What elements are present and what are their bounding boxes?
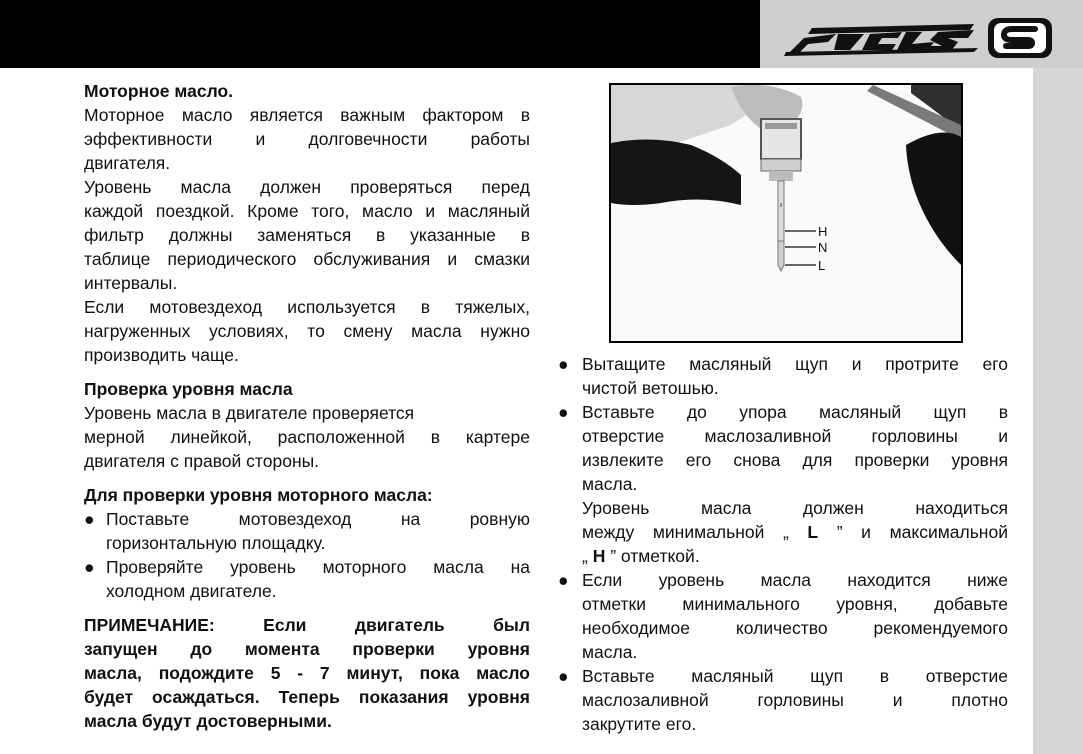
note-line: будет осаждаться. Теперь показания уровня [84,687,530,707]
bullet-icon: ● [84,557,95,577]
dipstick-photo [609,83,963,343]
stels-logo [778,14,1060,62]
list-item [84,555,530,603]
procedure-item-line: горизонтальную площадку. [106,533,326,553]
procedure-title: Для проверки уровня моторного масла: [84,485,433,505]
instruction-line: отметки минимального уровня, добавьте [582,594,1008,614]
instruction-line: необходимое количество рекомендуемого [582,618,1008,638]
marker-l: L [818,258,826,273]
motor-oil-text-line: эффективности и долговечности работы [84,129,530,149]
stels-wordmark [784,24,978,56]
dipstick-illustration [611,85,961,341]
motor-oil-text-line: таблице периодического обслуживания и смазки [84,249,530,269]
procedure-item-line: Проверяйте уровень моторного масла на [106,557,530,577]
instruction-line: Уровень масла должен находиться [582,498,1008,518]
bullet-icon: ● [84,509,95,529]
instruction-line: Вставьте до упора масляный щуп в [582,402,1008,422]
list-item [84,507,530,555]
note-line: запущен до момента проверки уровня [84,639,530,659]
bullet-icon: ● [558,666,569,686]
motor-oil-text-line: нагруженных условиях, то смену масла нужно [84,321,530,341]
mark-h-label: H [592,546,606,566]
stels-s-emblem [988,18,1052,58]
note-line: масла будут достоверными. [84,711,332,731]
bullet-icon: ● [558,402,569,422]
check-level-title: Проверка уровня масла [84,379,293,399]
list-item [558,400,1008,568]
motor-oil-title: Моторное масло. [84,81,234,101]
motor-oil-text-line: Если мотовездеход используется в тяжелых, [84,297,530,317]
instruction-line: масла. [582,642,638,662]
instruction-line: извлеките его снова для проверки уровня [582,450,1008,470]
bullet-icon: ● [558,354,569,374]
right-column [558,352,1008,736]
instruction-line: чистой ветошью. [582,378,719,398]
text-fragment: ” и максимальной [818,522,1008,542]
instruction-line: Вытащите масляный щуп и протрите его [582,354,1008,374]
note-line: масла, подождите 5 - 7 минут, пока масло [84,663,530,683]
mark-l-label: L [807,522,819,542]
check-level-text-line: Уровень масла в двигателе проверяется [84,403,415,423]
note-line: ПРИМЕЧАНИЕ: Если двигатель был [84,615,530,635]
header-bar [0,0,760,68]
motor-oil-text-line: производить чаще. [84,345,239,365]
procedure-item-line: холодном двигателе. [106,581,277,601]
list-item [558,664,1008,736]
motor-oil-text-line: Моторное масло является важным фактором в [84,105,530,125]
text-fragment: между минимальной „ [582,522,808,542]
check-level-text-line: двигателя с правой стороны. [84,451,320,471]
instruction-line: Если уровень масла находится ниже [582,570,1008,590]
list-item [558,568,1008,664]
motor-oil-text-line: Уровень масла должен проверяться перед [84,177,530,197]
marker-n: N [818,240,828,255]
bullet-icon: ● [558,570,569,590]
left-column [84,79,530,733]
text-fragment: „ [582,546,593,566]
motor-oil-text-line: каждой поездкой. Кроме того, масло и масляный [84,201,530,221]
motor-oil-text-line: фильтр должны заменяться в указанные в [84,225,530,245]
procedure-item-line: Поставьте мотовездеход на ровную [106,509,530,529]
instruction-line [582,544,1008,568]
marker-h: H [818,224,828,239]
page-side-strip [1033,68,1083,754]
instruction-line [582,520,1008,544]
motor-oil-text-line: двигателя. [84,153,171,173]
check-level-text-line: мерной линейкой, расположенной в картере [84,427,530,447]
instruction-line: Вставьте масляный щуп в отверстие [582,666,1008,686]
list-item [558,352,1008,400]
motor-oil-text-line: интервалы. [84,273,178,293]
instruction-line: маслозаливной горловины и плотно [582,690,1008,710]
instruction-line: масла. [582,474,638,494]
instruction-line: закрутите его. [582,714,697,734]
text-fragment: ” отметкой. [605,546,700,566]
instruction-line: отверстие маслозаливной горловины и [582,426,1008,446]
